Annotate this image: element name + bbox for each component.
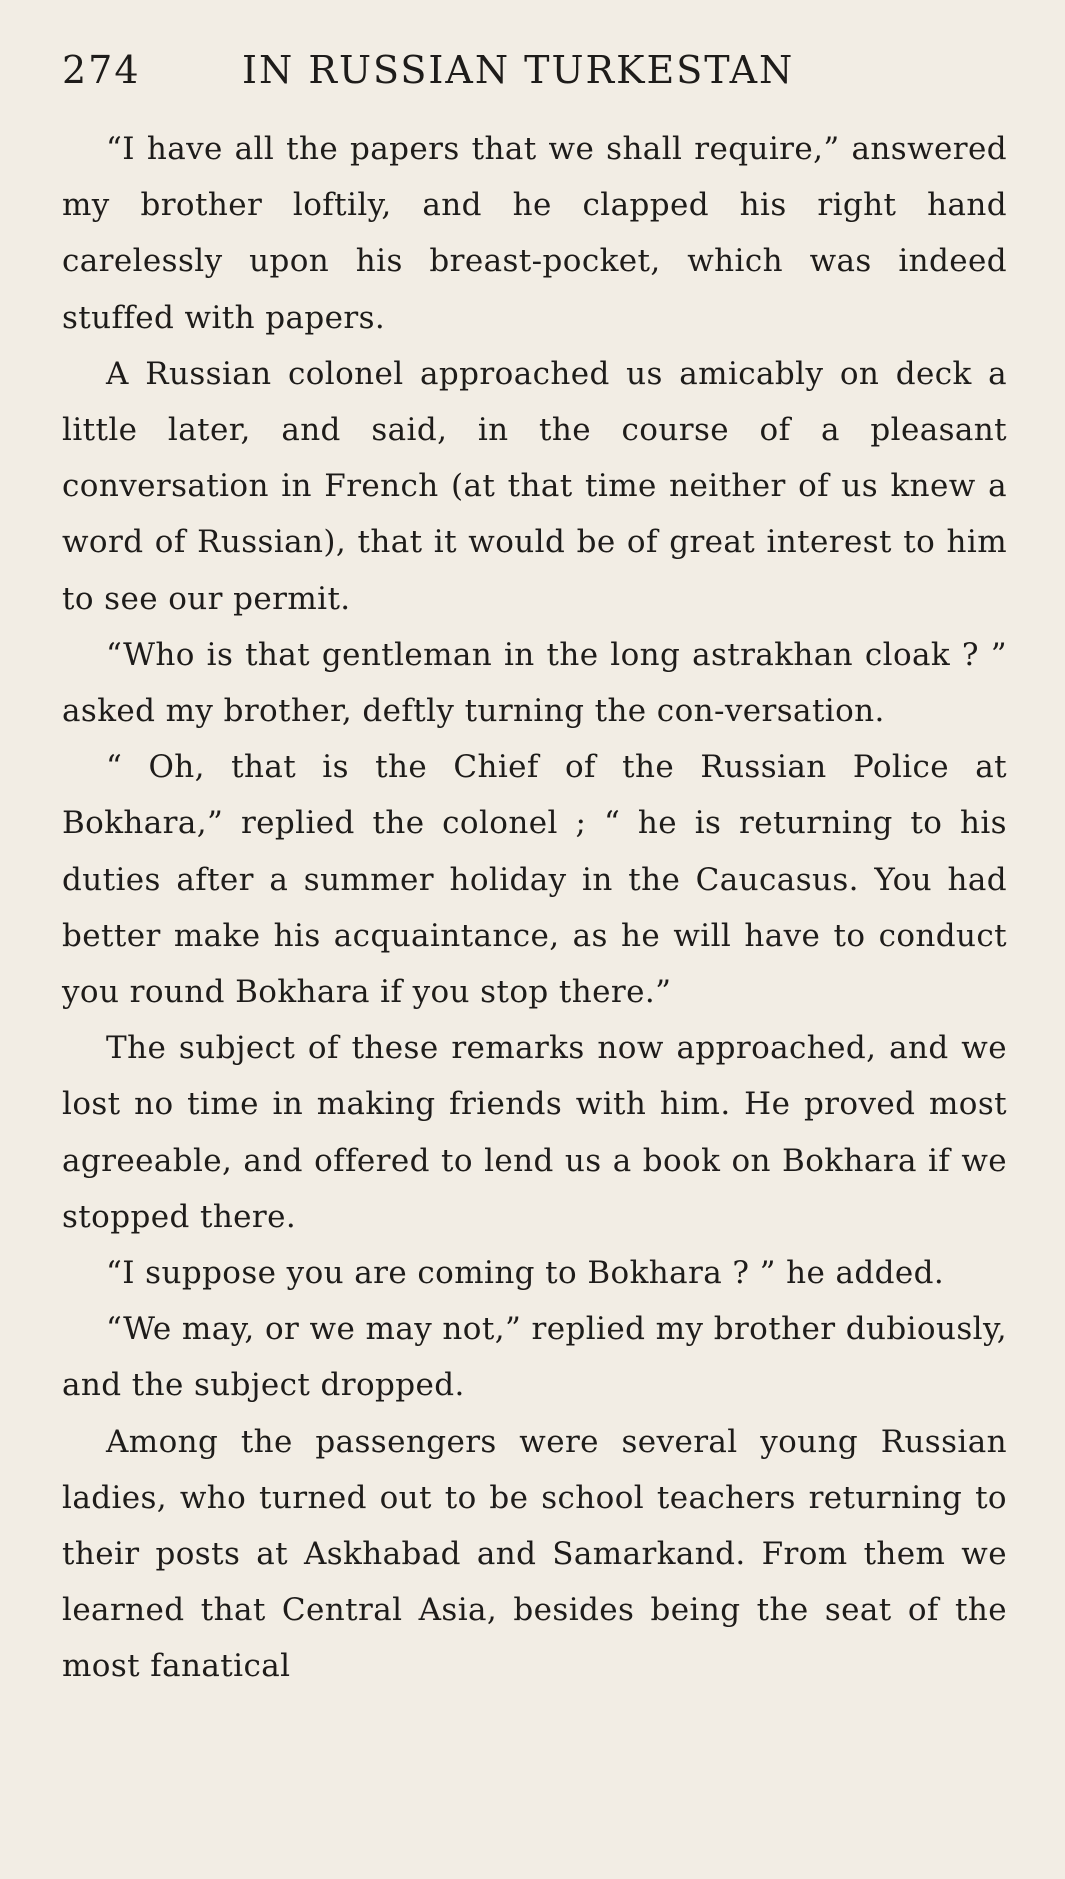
paragraph: Among the passengers were several young Russian ladies, who turned out to be school teachers returning to their posts at Askhabad and Samarkand. From them we learned that Central Asia, besides being the seat of the most fanatical [62,1423,1007,1685]
paragraph: “I have all the papers that we shall require,” answered my brother loftily, and he clapped his right hand carelessly upon his breast-pocket, which was indeed stuffed with papers. [62,131,1007,336]
paragraph: A Russian colonel approached us amicably on deck a little later, and said, in the course of a pleasant conversation in French (at that time neither of us knew a word of Russian), that it would be of great interest to him to see our permit. [62,355,1007,617]
paragraph: “ Oh, that is the Chief of the Russian Police at Bokhara,” replied the colonel ; “ he is returning to his duties after a summer holiday in the Caucasus. You had better make his acquaintance, as he will have to conduct you round Bokhara if you stop there.” [62,749,1007,1011]
paragraph: “We may, or we may not,” replied my brother dubiously, and the subject dropped. [62,1311,1007,1404]
running-head: IN RUSSIAN TURKESTAN [242,48,795,92]
body-text [62,121,1007,1695]
paragraph: The subject of these remarks now approached, and we lost no time in making friends with him. He proved most agreeable, and offered to lend us a book on Bokhara if we stopped there. [62,1030,1007,1235]
paragraph: “I suppose you are coming to Bokhara ? ” he added. [106,1255,945,1292]
page-header [62,40,1012,100]
page-number: 274 [62,48,141,92]
paragraph: “Who is that gentleman in the long astrakhan cloak ? ” asked my brother, deftly turning the con-versation. [62,636,1007,730]
